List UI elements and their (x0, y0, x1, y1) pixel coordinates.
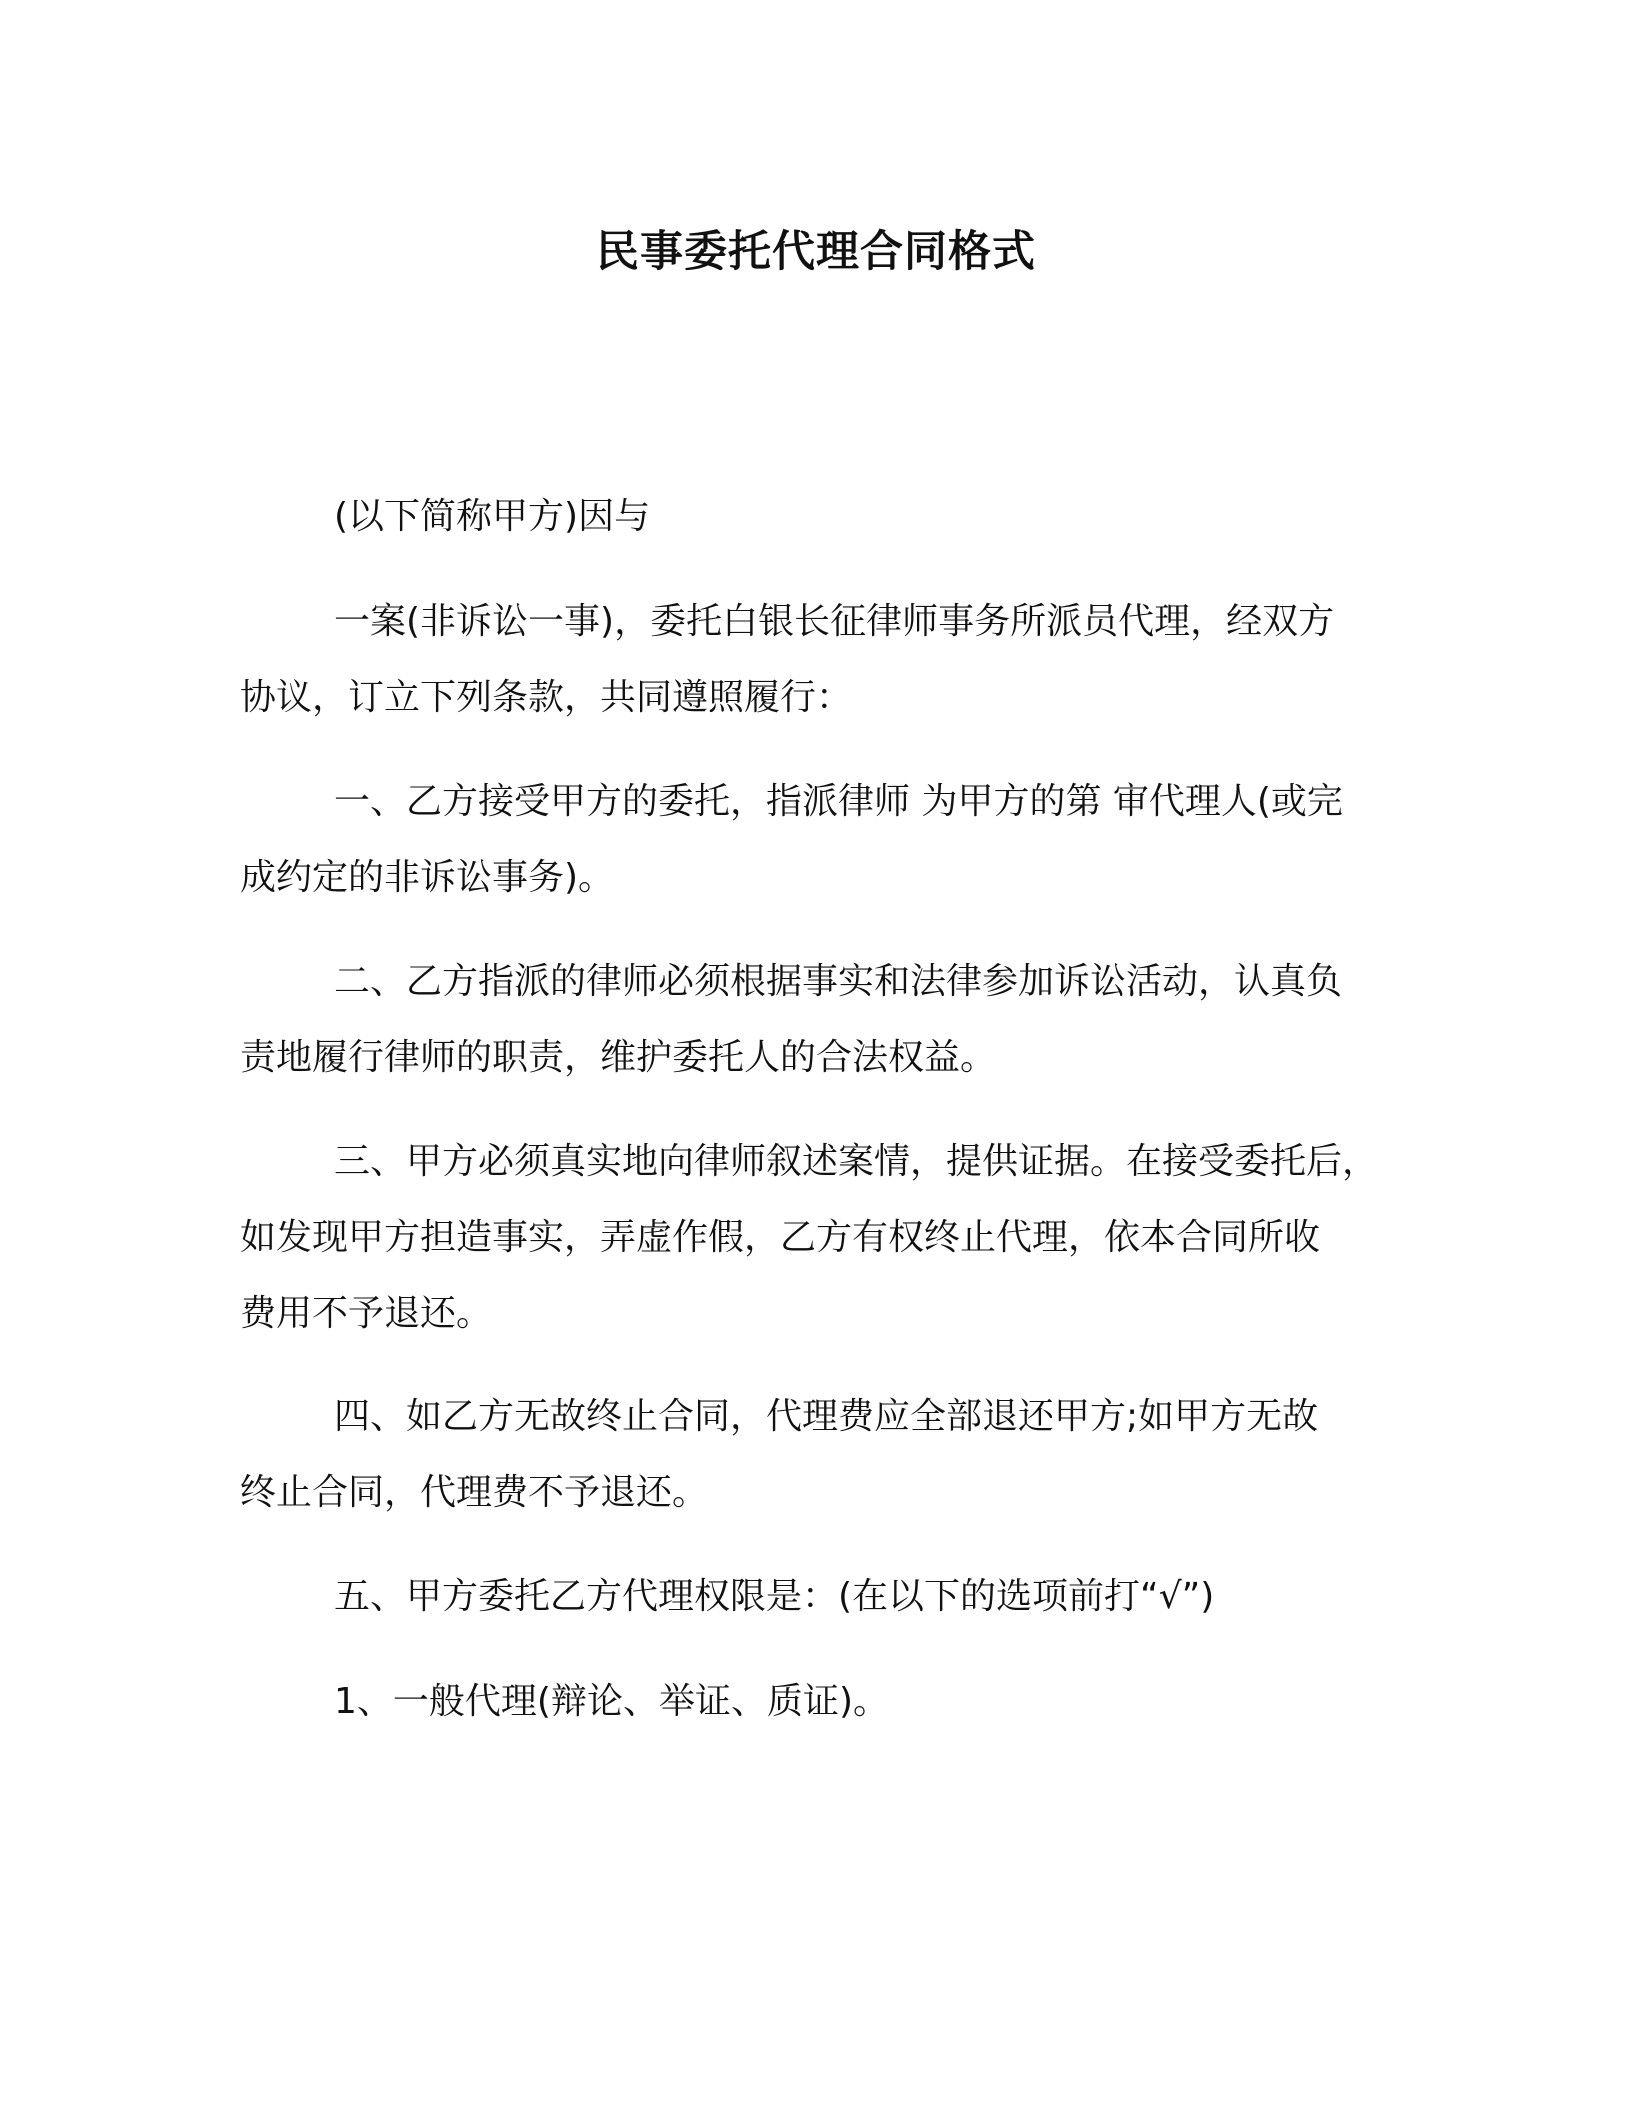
paragraph-line: (以下简称甲方)因与 (334, 496, 651, 537)
paragraph-line: 费用不予退还。 (240, 1293, 493, 1334)
paragraph-line: 一、乙方接受甲方的委托，指派律师 为甲方的第 审代理人(或完 (334, 781, 1343, 822)
paragraph-line: 四、如乙方无故终止合同，代理费应全部退还甲方;如甲方无故 (334, 1396, 1319, 1437)
paragraph-line: 三、甲方必须真实地向律师叙述案情，提供证据。在接受委托后， (334, 1141, 1379, 1182)
paragraph-line: 五、甲方委托乙方代理权限是：(在以下的选项前打“√”) (334, 1576, 1215, 1617)
paragraph-line: 成约定的非诉讼事务)。 (240, 857, 615, 898)
paragraph-line: 协议，订立下列条款，共同遵照履行： (240, 677, 853, 718)
paragraph-line: 终止合同，代理费不予退还。 (240, 1472, 709, 1513)
paragraph-line: 1、一般代理(辩论、举证、质证)。 (334, 1681, 889, 1722)
paragraph-line: 二、乙方指派的律师必须根据事实和法律参加诉讼活动，认真负 (334, 961, 1343, 1002)
paragraph-line: 一案(非诉讼一事)，委托白银长征律师事务所派员代理，经双方 (334, 601, 1335, 642)
document-title: 民事委托代理合同格式 (596, 227, 1036, 277)
paragraph-line: 如发现甲方担造事实，弄虚作假，乙方有权终止代理，依本合同所收 (240, 1217, 1321, 1258)
paragraph-line: 责地履行律师的职责，维护委托人的合法权益。 (240, 1037, 997, 1078)
